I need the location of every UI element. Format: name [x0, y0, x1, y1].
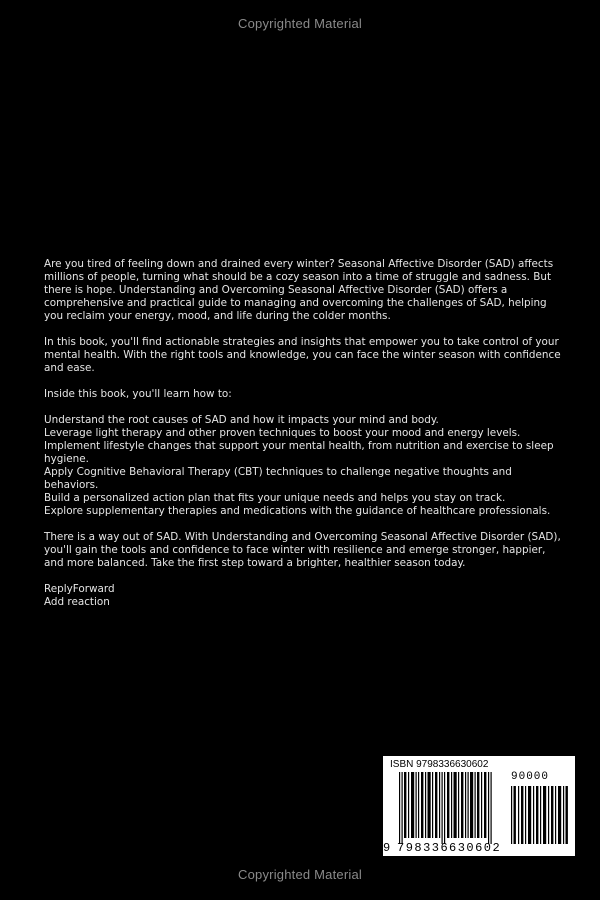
- addon-price-code: 90000: [511, 771, 550, 783]
- back-cover-blurb: [44, 258, 564, 609]
- barcode-digits-left: 798336: [397, 841, 450, 855]
- add-reaction-text: Add reaction: [44, 596, 110, 608]
- blurb-paragraph-strategies: In this book, you'll find actionable strategies and insights that empower you to take control of your mental health. With the right tools and knowledge, you can face the winter season with confidence and ease.: [44, 336, 561, 374]
- isbn-barcode: [383, 756, 575, 856]
- barcode-digit-first: 9: [383, 841, 392, 855]
- watermark-top: Copyrighted Material: [238, 16, 362, 31]
- watermark-bottom: Copyrighted Material: [238, 867, 362, 882]
- list-item: Implement lifestyle changes that support your mental health, from nutrition and exercise to sleep hygiene.: [44, 440, 554, 465]
- barcode-digits-right: 630602: [449, 841, 502, 855]
- blurb-paragraph-intro: Are you tired of feeling down and drained every winter? Seasonal Affective Disorder (SAD) affects millions of people, turning what should be a cozy season into a time of struggle and sadness. But there is hope. Understanding and Overcoming Seasonal Affective Disorder (SAD) offers a comprehensive and practical guide to managing and overcoming the challenges of SAD, helping you reclaim your energy, mood, and life during the colder months.: [44, 258, 554, 322]
- list-item: Explore supplementary therapies and medications with the guidance of healthcare professionals.: [44, 505, 551, 517]
- blurb-paragraph-closing: There is a way out of SAD. With Understanding and Overcoming Seasonal Affective Disorder (SAD), you'll gain the tools and confidence to face winter with resilience and emerge stronger, happier, and more balanced. Take the first step toward a brighter, healthier season today.: [44, 531, 561, 569]
- blurb-footer-lines: [44, 583, 564, 609]
- ean13-bars: [389, 772, 503, 844]
- list-item: Build a personalized action plan that fits your unique needs and helps you stay on track.: [44, 492, 506, 504]
- learn-list: [44, 414, 564, 518]
- list-item: Leverage light therapy and other proven techniques to boost your mood and energy levels.: [44, 427, 521, 439]
- reply-forward-text: ReplyForward: [44, 583, 115, 595]
- list-item: Apply Cognitive Behavioral Therapy (CBT) techniques to challenge negative thoughts and behaviors.: [44, 466, 512, 491]
- list-item: Understand the root causes of SAD and how it impacts your mind and body.: [44, 414, 439, 426]
- isbn-label: ISBN 9798336630602: [390, 759, 489, 770]
- addon-bars: [509, 786, 569, 844]
- blurb-paragraph-learn-heading: Inside this book, you'll learn how to:: [44, 388, 232, 400]
